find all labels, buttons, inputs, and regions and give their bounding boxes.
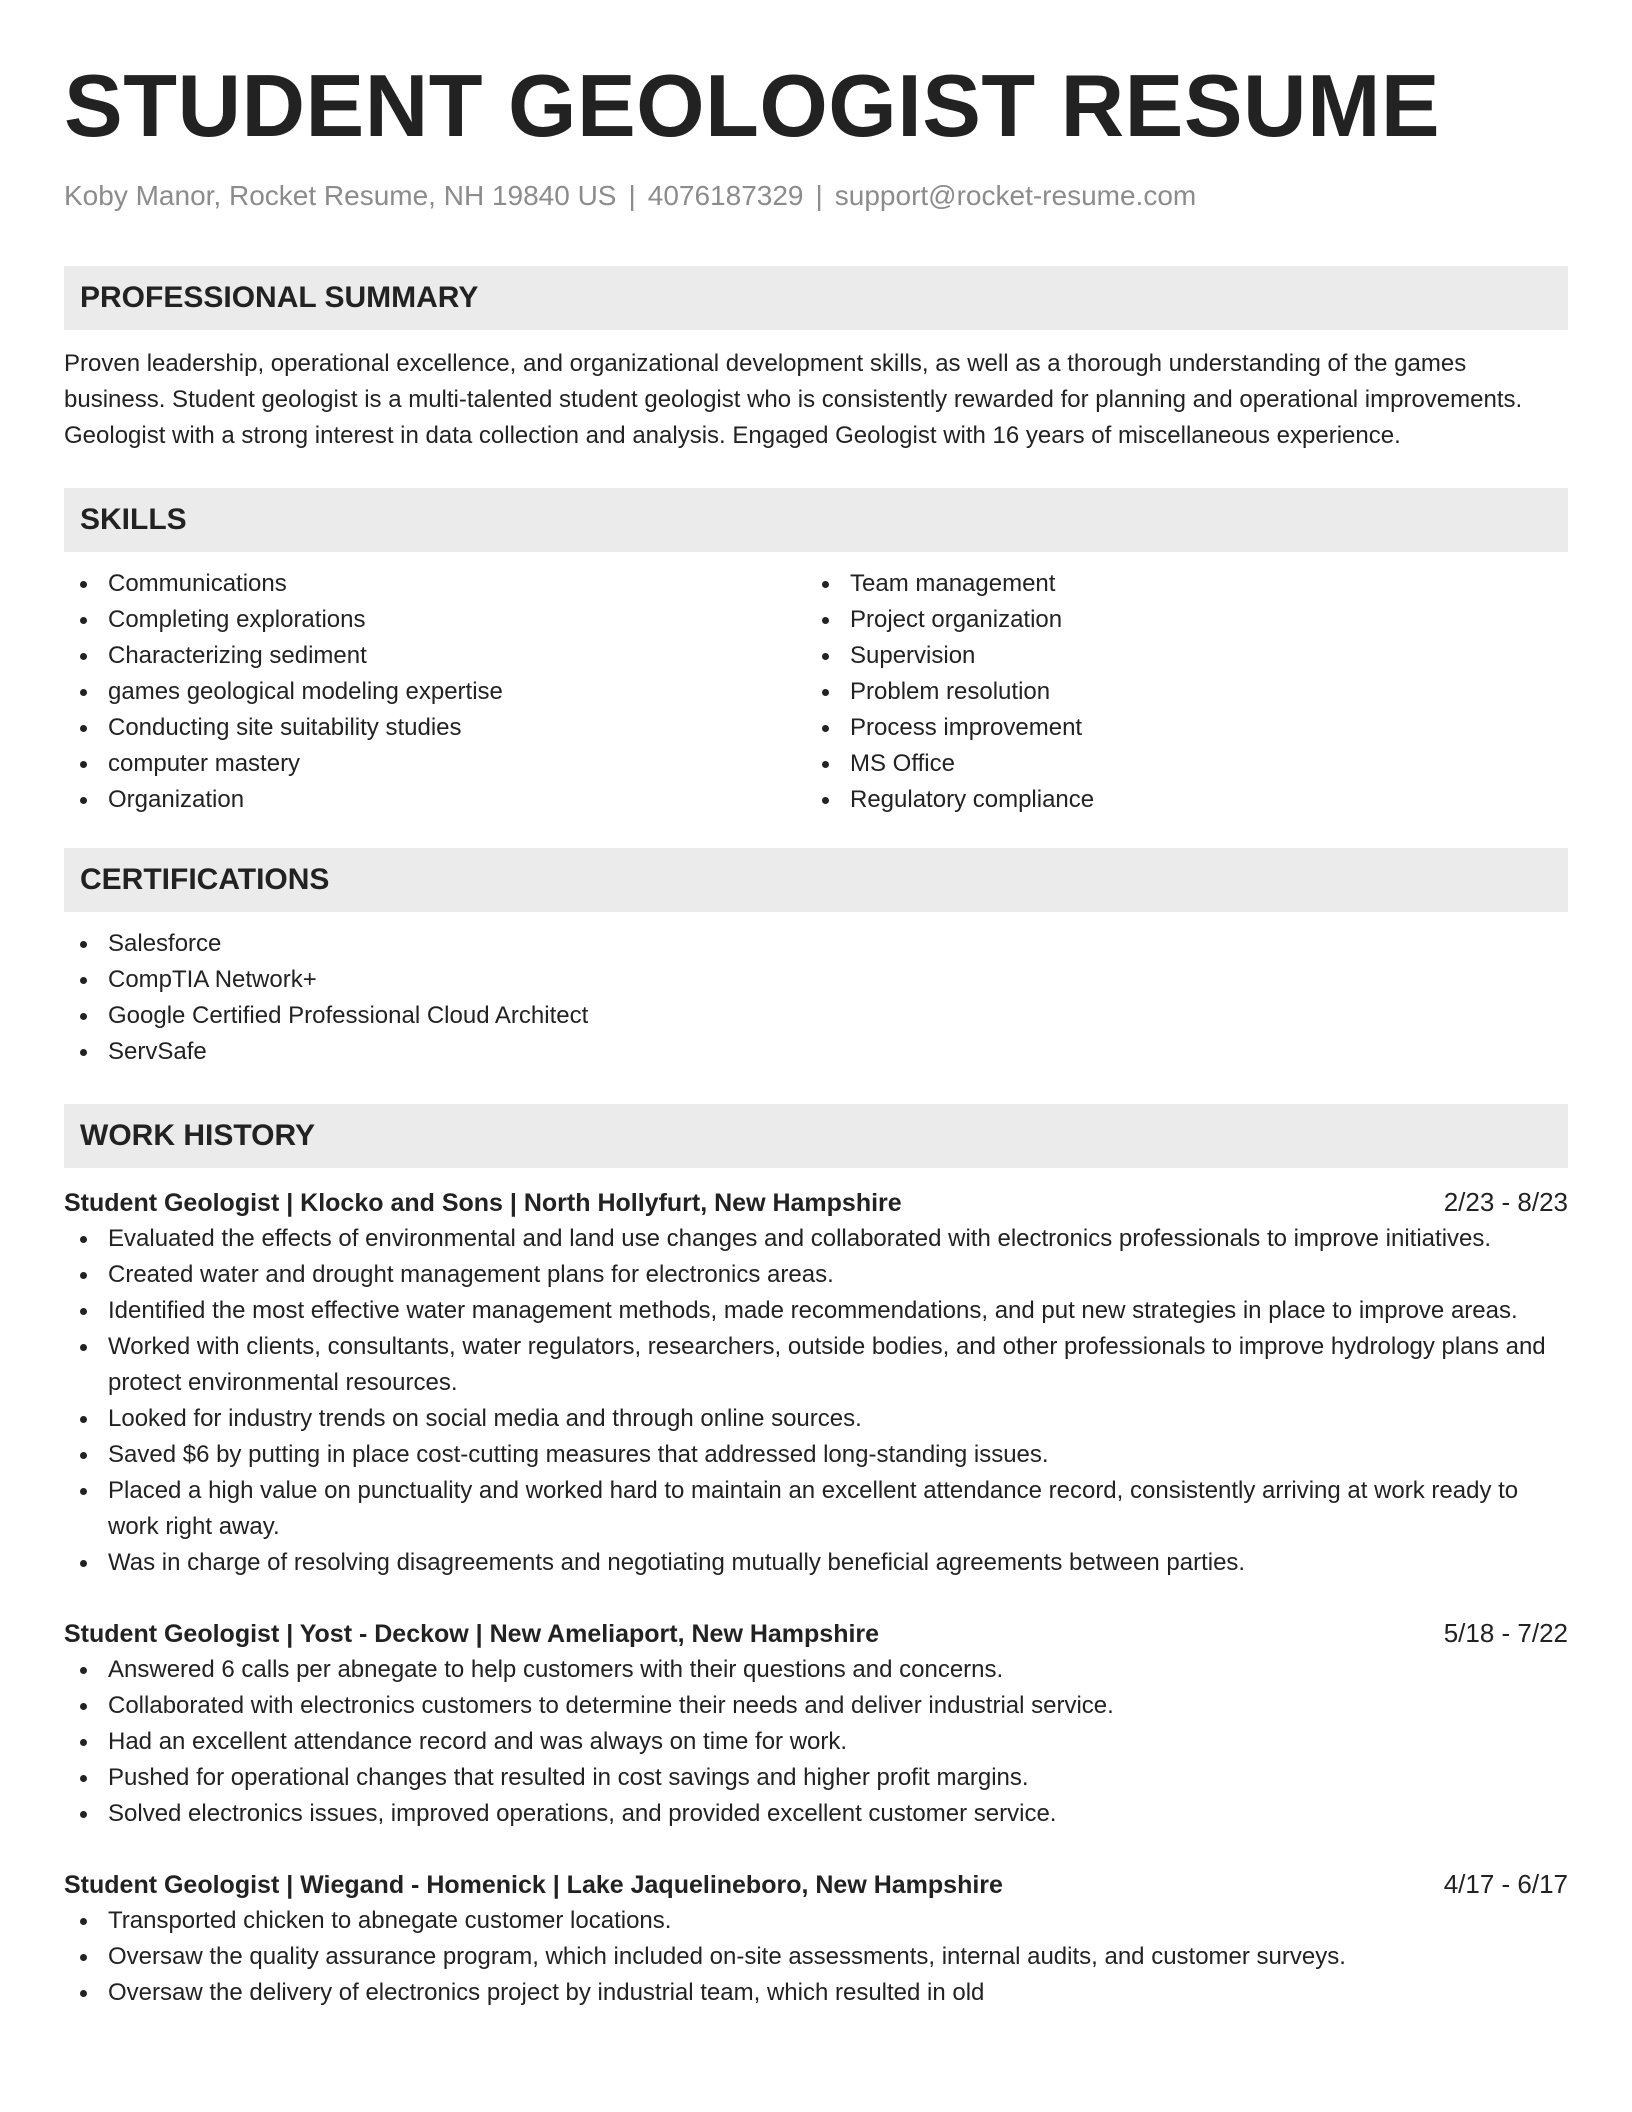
certifications-section-header: CERTIFICATIONS: [64, 848, 1568, 912]
certification-item: Salesforce: [108, 926, 1568, 962]
skill-item: games geological modeling expertise: [108, 674, 806, 710]
skill-item: Organization: [108, 782, 806, 818]
job-bullet: Identified the most effective water management methods, made recommendations, and put new strategies in place to improve areas.: [108, 1293, 1568, 1329]
skill-item: Completing explorations: [108, 602, 806, 638]
job-bullet: Oversaw the quality assurance program, which included on-site assessments, internal audits, and customer surveys.: [108, 1939, 1568, 1975]
work-history-section-header: WORK HISTORY: [64, 1104, 1568, 1168]
job-bullet: Placed a high value on punctuality and worked hard to maintain an excellent attendance record, consistently arriving at work ready to work right away.: [108, 1473, 1568, 1545]
job-header: [64, 1184, 1568, 1221]
skill-item: MS Office: [850, 746, 1548, 782]
skill-item: Project organization: [850, 602, 1548, 638]
job-entry: [64, 1184, 1568, 1581]
job-bullet: Evaluated the effects of environmental and land use changes and collaborated with electronics professionals to improve initiatives.: [108, 1221, 1568, 1257]
summary-text: Proven leadership, operational excellence, and organizational development skills, as well as a thorough understanding of the games business. Student geologist is a multi-talented student geologist who is consistently rewarded for planning and operational improvements. Geologist with a strong interest in data collection and analysis. Engaged Geologist with 16 years of miscellaneous experience.: [64, 350, 1523, 449]
skills-section-header: SKILLS: [64, 488, 1568, 552]
job-bullet: Was in charge of resolving disagreements and negotiating mutually beneficial agreements between parties.: [108, 1545, 1568, 1581]
skill-item: Process improvement: [850, 710, 1548, 746]
contact-separator: |: [628, 180, 636, 211]
skills-columns: [64, 566, 1568, 818]
job-bullets: [64, 1903, 1568, 2011]
job-title: Student Geologist | Yost - Deckow | New Ameliaport, New Hampshire: [64, 1620, 880, 1648]
contact-separator: |: [815, 180, 823, 211]
job-dates: 4/17 - 6/17: [1443, 1869, 1568, 1899]
skill-item: Team management: [850, 566, 1548, 602]
job-bullet: Collaborated with electronics customers to determine their needs and deliver industrial service.: [108, 1688, 1568, 1724]
job-bullet: Oversaw the delivery of electronics project by industrial team, which resulted in old: [108, 1975, 1568, 2011]
job-title: Student Geologist | Klocko and Sons | North Hollyfurt, New Hampshire: [64, 1189, 902, 1217]
certification-item: ServSafe: [108, 1034, 1568, 1070]
skills-column-right: [806, 566, 1548, 818]
job-bullet: Created water and drought management plans for electronics areas.: [108, 1257, 1568, 1293]
job-title: Student Geologist | Wiegand - Homenick | Lake Jaquelineboro, New Hampshire: [64, 1871, 1003, 1899]
job-bullet: Saved $6 by putting in place cost-cutting measures that addressed long-standing issues.: [108, 1437, 1568, 1473]
job-bullet: Answered 6 calls per abnegate to help customers with their questions and concerns.: [108, 1652, 1568, 1688]
job-dates: 2/23 - 8/23: [1443, 1187, 1568, 1217]
skill-item: Communications: [108, 566, 806, 602]
contact-address: Koby Manor, Rocket Resume, NH 19840 US: [64, 180, 617, 211]
contact-phone: 4076187329: [647, 180, 804, 211]
skill-item: Regulatory compliance: [850, 782, 1548, 818]
summary-section-header: PROFESSIONAL SUMMARY: [64, 266, 1568, 330]
job-bullet: Pushed for operational changes that resulted in cost savings and higher profit margins.: [108, 1760, 1568, 1796]
job-bullets: [64, 1221, 1568, 1581]
certification-item: Google Certified Professional Cloud Architect: [108, 998, 1568, 1034]
contact-line: [64, 178, 1568, 214]
job-bullets: [64, 1652, 1568, 1832]
job-bullet: Transported chicken to abnegate customer locations.: [108, 1903, 1568, 1939]
job-entry: [64, 1615, 1568, 1832]
certification-item: CompTIA Network+: [108, 962, 1568, 998]
page-title: STUDENT GEOLOGIST RESUME: [64, 56, 1441, 155]
skill-item: computer mastery: [108, 746, 806, 782]
skill-item: Problem resolution: [850, 674, 1548, 710]
job-header: [64, 1615, 1568, 1652]
skill-item: Supervision: [850, 638, 1548, 674]
job-bullet: Solved electronics issues, improved operations, and provided excellent customer service.: [108, 1796, 1568, 1832]
resume-page: [64, 0, 1568, 2011]
job-bullet: Had an excellent attendance record and was always on time for work.: [108, 1724, 1568, 1760]
certifications-list: [64, 926, 1568, 1070]
job-bullet: Looked for industry trends on social media and through online sources.: [108, 1401, 1568, 1437]
job-bullet: Worked with clients, consultants, water regulators, researchers, outside bodies, and other professionals to improve hydrology plans and protect environmental resources.: [108, 1329, 1568, 1401]
job-dates: 5/18 - 7/22: [1443, 1618, 1568, 1648]
contact-email: support@rocket-resume.com: [834, 180, 1197, 211]
job-entry: [64, 1866, 1568, 2011]
skill-item: Conducting site suitability studies: [108, 710, 806, 746]
skills-column-left: [64, 566, 806, 818]
job-header: [64, 1866, 1568, 1903]
skill-item: Characterizing sediment: [108, 638, 806, 674]
